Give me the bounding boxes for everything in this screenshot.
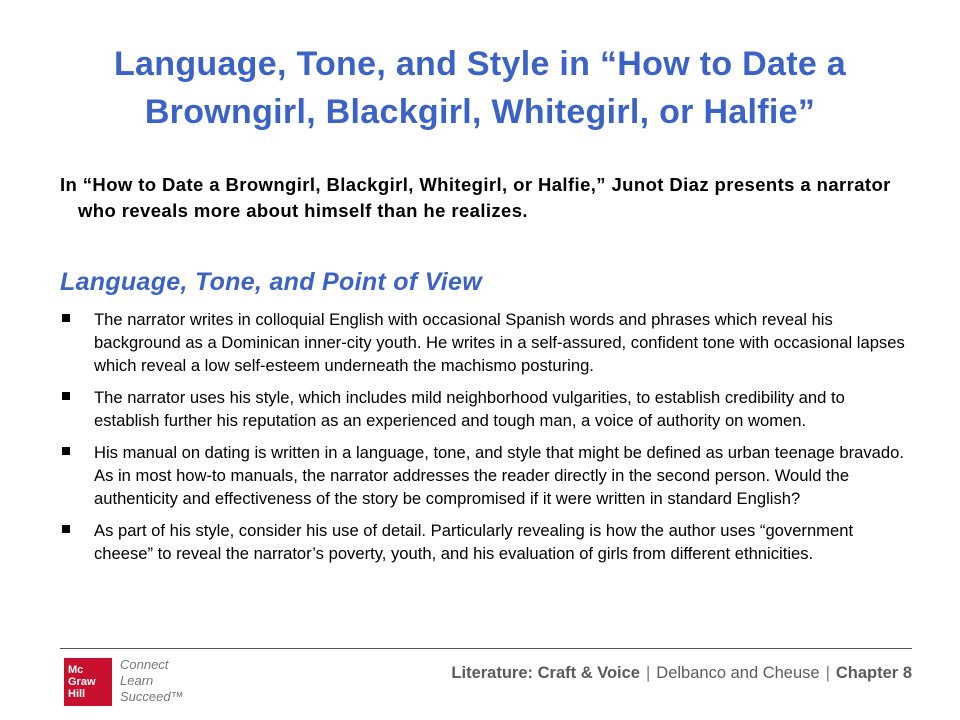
slide-title-line-1: Language, Tone, and Style in “How to Date a (113, 45, 846, 83)
bullet-list (60, 308, 910, 574)
bullet-item: The narrator uses his style, which includes mild neighborhood vulgarities, to establish credibility and to establish further his reputation as an experienced and tough man, a voice of authority on women. (60, 386, 910, 432)
bullet-item: As part of his style, consider his use of detail. Particularly revealing is how the author uses “government cheese” to reveal the narrator’s poverty, youth, and his evaluation of girls from different ethnicities. (60, 519, 910, 565)
slide-title (60, 40, 900, 136)
mcgraw-hill-logo-icon: Mc Graw Hill (64, 658, 112, 706)
footer-authors: Delbanco and Cheuse (656, 664, 820, 682)
footer-book-title: Literature: Craft & Voice (451, 664, 640, 682)
footer-separator: | (646, 664, 651, 682)
footer-citation (451, 664, 912, 683)
footer-separator: | (825, 664, 830, 682)
footer-chapter: Chapter 8 (835, 664, 912, 682)
intro-paragraph: In “How to Date a Browngirl, Blackgirl, Whitegirl, or Halfie,” Junot Diaz presents a narrator who reveals more about himself than he realizes. (60, 174, 891, 221)
slide-title-line-2: Browngirl, Blackgirl, Whitegirl, or Halfie” (144, 93, 816, 131)
bullet-item: His manual on dating is written in a language, tone, and style that might be defined as urban teenage bravado. As in most how-to manuals, the narrator addresses the reader directly in the second person. Would the authenticity and effectiveness of the story be compromised if it were written in standard English? (60, 441, 910, 510)
bullet-item: The narrator writes in colloquial English with occasional Spanish words and phrases which reveal his background as a Dominican inner-city youth. He writes in a self-assured, confident tone with occasional lapses which reveal a low self-esteem underneath the machismo posturing. (60, 308, 910, 377)
publisher-logo (64, 654, 214, 712)
footer-divider (60, 648, 912, 649)
logo-tagline: Connect Learn Succeed™ (120, 657, 184, 704)
section-heading: Language, Tone, and Point of View (60, 268, 482, 296)
